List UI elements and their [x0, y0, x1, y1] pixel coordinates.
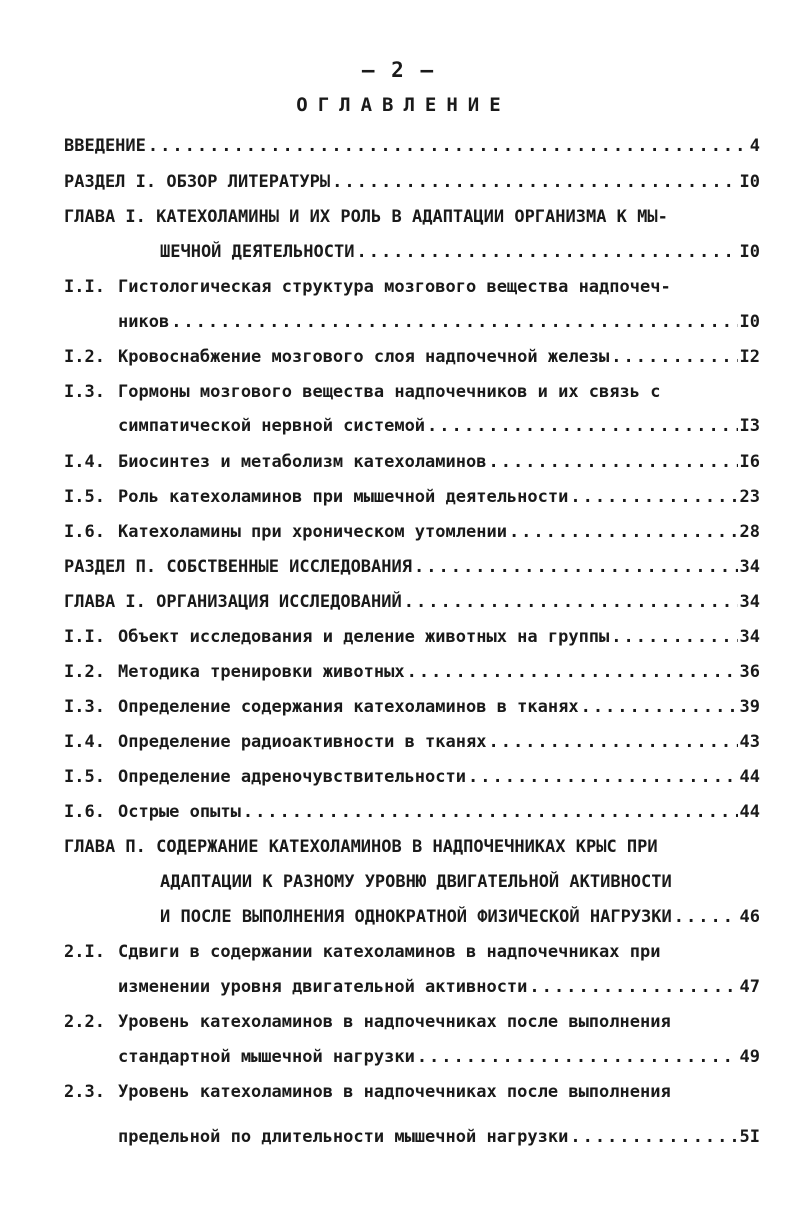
toc-entry-text: Биосинтез и метаболизм катехоламинов [118, 452, 487, 472]
toc-entry-number: I.I. [64, 627, 105, 647]
toc-entry-page: 46 [739, 907, 760, 927]
toc-entry-text: ГЛАВА П. СОДЕРЖАНИЕ КАТЕХОЛАМИНОВ В НАДПОЧЕЧНИКАХ КРЫС ПРИ [64, 837, 658, 857]
toc-entry-p2-1-5 [64, 765, 760, 789]
leader-dots [570, 1125, 737, 1149]
toc-entry-text: Катехоламины при хроническом утомлении [118, 522, 507, 542]
leader-dots [407, 660, 738, 684]
toc-entry-page: 49 [739, 1047, 760, 1067]
toc-entry-text: ШЕЧНОЙ ДЕЯТЕЛЬНОСТИ [160, 242, 355, 262]
toc-entry-chapter-1-part-2 [64, 590, 760, 614]
toc-entry-page: I0 [739, 242, 760, 262]
toc-entry-text: Определение радиоактивности в тканях [118, 732, 487, 752]
leader-dots [404, 590, 738, 614]
toc-entry-text: ГЛАВА I. ОРГАНИЗАЦИЯ ИССЛЕДОВАНИЙ [64, 592, 402, 612]
leader-dots [427, 414, 737, 438]
toc-entry-2-1 [64, 940, 760, 964]
toc-entry-page: 44 [739, 767, 760, 787]
toc-entry-text: Роль катехоламинов при мышечной деятельности [118, 487, 569, 507]
toc-entry-text: И ПОСЛЕ ВЫПОЛНЕНИЯ ОДНОКРАТНОЙ ФИЗИЧЕСКОЙ НАГРУЗКИ [160, 907, 672, 927]
leader-dots [332, 170, 737, 194]
toc-entry-chapter-2-cont-1 [160, 870, 760, 894]
toc-entry-number: I.4. [64, 452, 105, 472]
toc-entry-text: Гистологическая структура мозгового вещества надпочеч- [118, 277, 671, 297]
toc-entry-page: I0 [739, 172, 760, 192]
leader-dots [509, 520, 738, 544]
toc-entry-number: I.3. [64, 697, 105, 717]
toc-entry-number: I.5. [64, 767, 105, 787]
toc-entry-text: стандартной мышечной нагрузки [118, 1047, 415, 1067]
toc-entry-text: Гормоны мозгового вещества надпочечников и их связь с [118, 382, 661, 402]
toc-entry-text: Кровоснабжение мозгового слоя надпочечной железы [118, 347, 610, 367]
toc-entry-page: 4 [749, 136, 760, 156]
toc-entry-introduction [64, 134, 760, 158]
toc-entry-text: ГЛАВА I. КАТЕХОЛАМИНЫ И ИХ РОЛЬ В АДАПТАЦИИ ОРГАНИЗМА К МЫ- [64, 207, 668, 227]
leader-dots [611, 625, 737, 649]
toc-entry-p2-1-4 [64, 730, 760, 754]
toc-entry-number: I.2. [64, 662, 105, 682]
toc-entry-2-1-cont [118, 975, 760, 999]
toc-entry-number: I.3. [64, 382, 105, 402]
page-number: – 2 – [361, 58, 436, 82]
toc-entry-page: 34 [739, 627, 760, 647]
toc-entry-number: I.6. [64, 522, 105, 542]
toc-entry-page: 36 [739, 662, 760, 682]
toc-entry-page: I3 [739, 416, 760, 436]
toc-entry-text: Уровень катехоламинов в надпочечниках после выполнения [118, 1082, 671, 1102]
toc-entry-text: РАЗДЕЛ П. СОБСТВЕННЫЕ ИССЛЕДОВАНИЯ [64, 557, 412, 577]
leader-dots [414, 555, 738, 579]
toc-entry-1-3-cont [118, 414, 760, 438]
toc-entry-part-2 [64, 555, 760, 579]
toc-entry-text: Объект исследования и деление животных на группы [118, 627, 610, 647]
toc-title: ОГЛАВЛЕНИЕ [296, 94, 511, 116]
toc-entry-p2-1-3 [64, 695, 760, 719]
toc-entry-page: 34 [739, 592, 760, 612]
leader-dots [674, 905, 738, 929]
leader-dots [417, 1045, 738, 1069]
toc-entry-part-1 [64, 170, 760, 194]
toc-entry-chapter-1-cont [160, 240, 760, 264]
leader-dots [611, 345, 737, 369]
toc-entry-text: РАЗДЕЛ I. ОБЗОР ЛИТЕРАТУРЫ [64, 172, 331, 192]
leader-dots [468, 765, 738, 789]
toc-entry-number: I.6. [64, 802, 105, 822]
toc-entry-1-6 [64, 520, 760, 544]
leader-dots [488, 450, 737, 474]
toc-entry-number: I.I. [64, 277, 105, 297]
toc-entry-number: I.2. [64, 347, 105, 367]
toc-entry-2-3 [64, 1080, 760, 1104]
toc-entry-p2-1-2 [64, 660, 760, 684]
leader-dots [488, 730, 737, 754]
toc-entry-page: 28 [739, 522, 760, 542]
toc-entry-1-1-cont [118, 310, 760, 334]
toc-entry-text: Уровень катехоламинов в надпочечниках после выполнения [118, 1012, 671, 1032]
leader-dots [243, 800, 738, 824]
toc-entry-page: 5I [739, 1127, 760, 1147]
toc-entry-number: I.4. [64, 732, 105, 752]
toc-entry-p2-1-1 [64, 625, 760, 649]
toc-entry-page: 34 [739, 557, 760, 577]
toc-entry-text: ников [118, 312, 170, 332]
toc-entry-text: Острые опыты [118, 802, 241, 822]
toc-entry-chapter-2 [64, 835, 760, 859]
leader-dots [570, 485, 737, 509]
toc-entry-text: Определение содержания катехоламинов в тканях [118, 697, 579, 717]
toc-entry-p2-1-6 [64, 800, 760, 824]
toc-entry-1-5 [64, 485, 760, 509]
toc-entry-page: I2 [739, 347, 760, 367]
toc-entry-page: 44 [739, 802, 760, 822]
toc-entry-text: изменении уровня двигательной активности [118, 977, 528, 997]
toc-entry-2-3-cont [118, 1125, 760, 1149]
toc-entry-text: Сдвиги в содержании катехоламинов в надпочечниках при [118, 942, 661, 962]
toc-entry-number: 2.2. [64, 1012, 105, 1032]
leader-dots [148, 134, 748, 158]
toc-entry-page: I6 [739, 452, 760, 472]
leader-dots [529, 975, 737, 999]
toc-entry-text: ВВЕДЕНИЕ [64, 136, 146, 156]
toc-entry-2-2-cont [118, 1045, 760, 1069]
toc-entry-text: предельной по длительности мышечной нагрузки [118, 1127, 569, 1147]
toc-entry-text: Методика тренировки животных [118, 662, 405, 682]
toc-entry-1-3 [64, 380, 760, 404]
toc-entry-text: Определение адреночувствительности [118, 767, 466, 787]
toc-entry-number: 2.3. [64, 1082, 105, 1102]
toc-entry-page: 43 [739, 732, 760, 752]
toc-entry-page: I0 [739, 312, 760, 332]
toc-entry-text: симпатической нервной системой [118, 416, 426, 436]
leader-dots [581, 695, 738, 719]
toc-entry-page: 47 [739, 977, 760, 997]
leader-dots [171, 310, 737, 334]
toc-entry-2-2 [64, 1010, 760, 1034]
toc-entry-number: 2.I. [64, 942, 105, 962]
leader-dots [356, 240, 737, 264]
toc-entry-page: 39 [739, 697, 760, 717]
toc-entry-page: 23 [739, 487, 760, 507]
toc-entry-number: I.5. [64, 487, 105, 507]
toc-entry-text: АДАПТАЦИИ К РАЗНОМУ УРОВНЮ ДВИГАТЕЛЬНОЙ АКТИВНОСТИ [160, 872, 672, 892]
toc-entry-chapter-1 [64, 205, 760, 229]
toc-entry-1-4 [64, 450, 760, 474]
toc-entry-1-1 [64, 275, 760, 299]
toc-entry-1-2 [64, 345, 760, 369]
toc-entry-chapter-2-cont-2 [160, 905, 760, 929]
